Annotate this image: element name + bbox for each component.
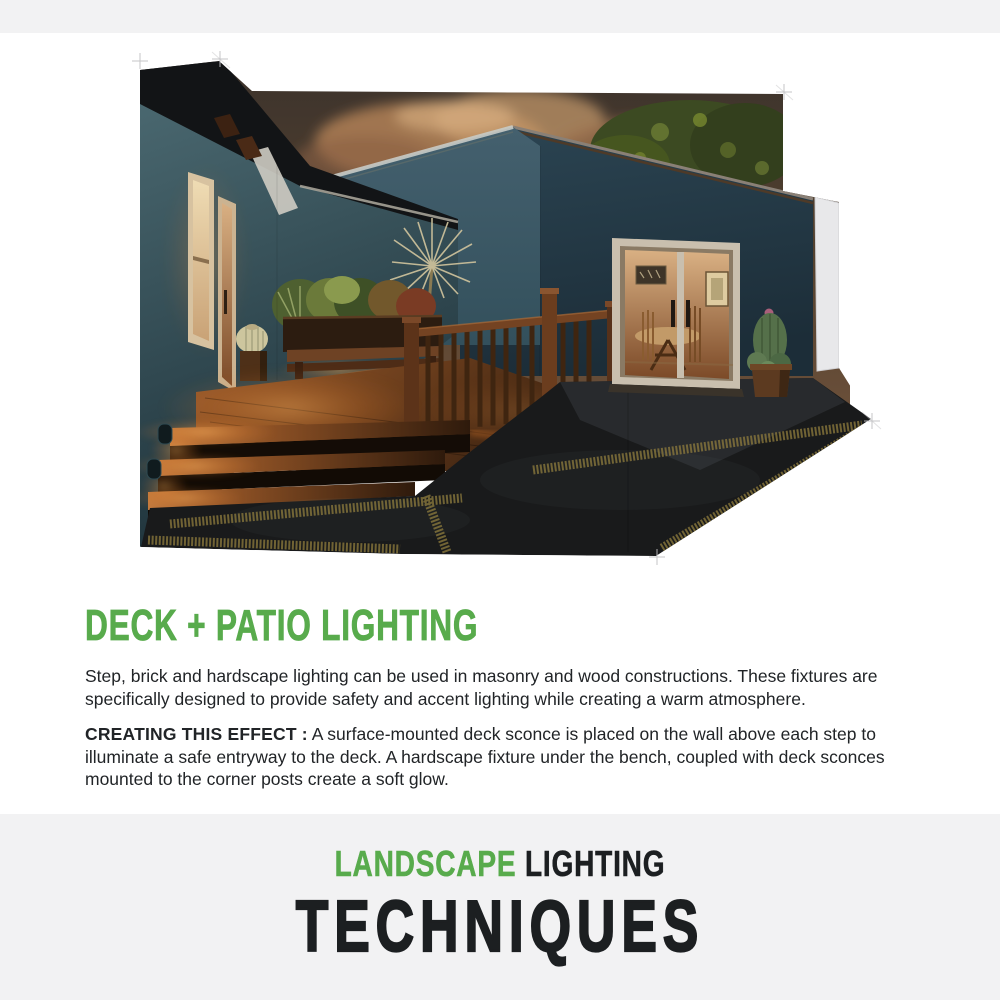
effect-text: A surface-mounted deck sconce is placed on the wall above each step to illuminate a safe entryway to the deck. A hardscape fixture under the bench, coupled with deck sconces mounted to the corner posts create a soft glow.	[85, 724, 885, 789]
left-door-lit	[218, 196, 236, 392]
door-handle	[686, 300, 690, 327]
effect-paragraph	[85, 723, 923, 791]
door-handle	[224, 290, 227, 314]
page-title: DECK + PATIO LIGHTING	[85, 601, 479, 650]
render-edge-panel	[815, 197, 839, 371]
brand-word-landscape: LANDSCAPE	[334, 843, 517, 884]
brand-line	[110, 843, 890, 884]
step-sconce	[147, 459, 161, 479]
step-sconce	[158, 424, 172, 444]
brand-word-lighting: LIGHTING	[524, 843, 666, 884]
article	[85, 601, 923, 791]
door-handle	[671, 300, 675, 327]
french-doors	[608, 238, 744, 397]
brand-title: TECHNIQUES	[295, 887, 705, 967]
footer-band	[0, 814, 1000, 1000]
intro-paragraph: Step, brick and hardscape lighting can be used in masonry and wood constructions. These fixtures are specifically designed to provide safety and accent lighting while creating a warm atmosphere.	[85, 666, 878, 709]
effect-label: CREATING THIS EFFECT :	[85, 724, 308, 744]
